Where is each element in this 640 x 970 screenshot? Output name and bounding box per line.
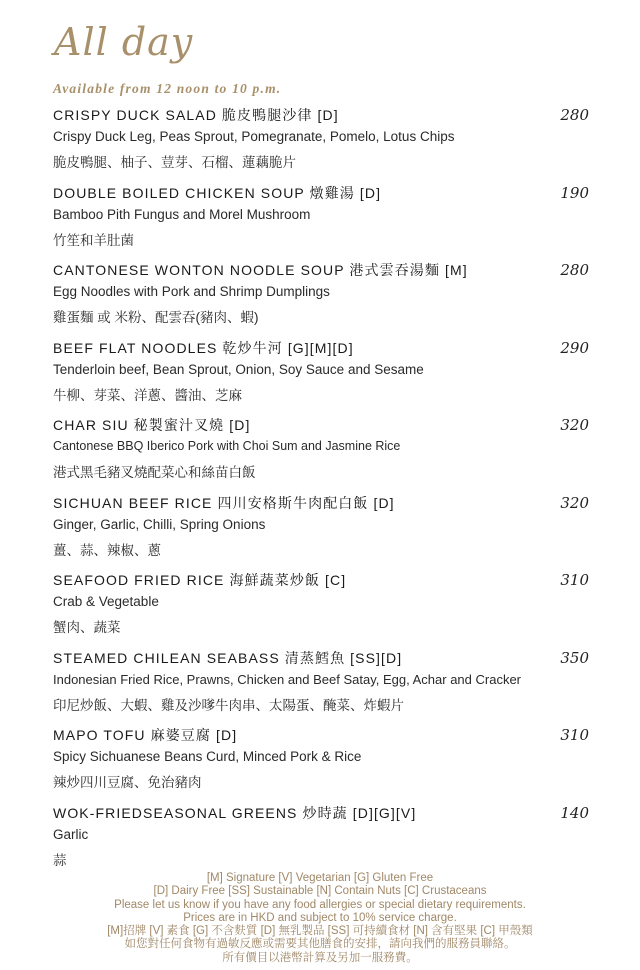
menu-title: All day [54,20,194,64]
item-description: Indonesian Fried Rice, Prawns, Chicken and Beef Satay, Egg, Achar and Cracker [53,671,522,687]
item-name: BEEF FLAT NOODLES 乾炒牛河 [G][M][D] [53,339,354,356]
menu-item [53,260,593,338]
item-name: STEAMED CHILEAN SEABASS 清蒸鱈魚 [SS][D] [53,649,403,666]
item-description-chinese: 薑、蒜、辣椒、蔥 [53,542,161,558]
item-name: DOUBLE BOILED CHICKEN SOUP 燉雞湯 [D] [53,184,382,201]
item-description-chinese: 辣炒四川豆腐、免治豬肉 [53,775,202,790]
item-description-chinese: 印尼炒飯、大蝦、雞及沙嗲牛肉串、太陽蛋、醃菜、炸蝦片 [53,697,404,713]
legend-line-chinese: [M]招牌 [V] 素食 [G] 不含麩質 [D] 無乳製品 [SS] 可持續食材 [N] 含有堅果 [C] 甲殼類 [107,925,533,938]
item-description-chinese: 脆皮鴨腿、柚子、荳芽、石榴、蓮藕脆片 [53,155,296,170]
item-name: SICHUAN BEEF RICE 四川安格斯牛肉配白飯 [D] [53,494,395,511]
item-price: 320 [560,416,589,434]
menu-item [53,570,593,648]
menu-item [53,183,593,261]
item-price: 350 [560,648,589,667]
legend-line: [M] Signature [V] Vegetarian [G] Gluten Free [206,872,434,884]
item-description-chinese: 雞蛋麵 或 米粉、配雲吞(豬肉、蝦) [53,310,259,325]
item-description-chinese: 蟹肉、蔬菜 [53,620,121,635]
item-description: Spicy Sichuanese Beans Curd, Minced Pork & Rice [53,749,362,764]
item-price: 310 [560,571,589,589]
menu-item [53,415,593,493]
item-description-chinese: 港式黑毛豬叉燒配菜心和絲苗白飯 [53,465,256,480]
item-description: Cantonese BBQ Iberico Pork with Choi Sum and Jasmine Rice [53,439,401,453]
menu-item [53,803,593,881]
availability-subtitle: Available from 12 noon to 10 p.m. [53,81,282,96]
item-name: CHAR SIU 秘製蜜汁叉燒 [D] [53,417,251,433]
item-name: MAPO TOFU 麻婆豆腐 [D] [53,727,238,743]
item-description: Egg Noodles with Pork and Shrimp Dumplings [53,284,330,299]
item-name: CANTONESE WONTON NOODLE SOUP 港式雲吞湯麵 [M] [53,262,468,278]
price-note-chinese: 所有價目以港幣計算及另加一服務費。 [222,951,418,964]
menu-item [53,493,593,571]
allergy-note: Please let us know if you have any food allergies or special dietary requirements. [114,898,526,911]
item-description: Crispy Duck Leg, Peas Sprout, Pomegranate, Pomelo, Lotus Chips [53,129,455,144]
item-description-chinese: 蒜 [53,852,67,868]
menu-item [53,725,593,803]
item-description: Garlic [53,826,89,842]
item-price: 310 [560,726,589,744]
menu-items [53,105,593,880]
item-description: Bamboo Pith Fungus and Morel Mushroom [53,206,311,222]
item-price: 280 [560,106,589,124]
item-description: Crab & Vegetable [53,594,159,609]
item-name: CRISPY DUCK SALAD 脆皮鴨腿沙律 [D] [53,107,339,123]
item-price: 190 [560,183,589,202]
item-description: Ginger, Garlic, Chilli, Spring Onions [53,516,266,532]
item-description-chinese: 牛柳、芽菜、洋蔥、醬油、芝麻 [53,387,242,403]
menu-item [53,648,593,726]
item-description: Tenderloin beef, Bean Sprout, Onion, Soy Sauce and Sesame [53,361,424,377]
item-price: 280 [560,261,589,279]
allergy-note-chinese: 如您對任何食物有過敏反應或需要其他膳食的安排，請向我們的服務員聯絡。 [124,938,516,951]
price-note: Prices are in HKD and subject to 10% service charge. [183,911,457,924]
item-name: WOK-FRIEDSEASONAL GREENS 炒時蔬 [D][G][V] [53,804,417,821]
menu-item [53,338,593,416]
item-price: 320 [560,493,589,512]
legend-line: [D] Dairy Free [SS] Sustainable [N] Contain Nuts [C] Crustaceans [153,885,487,898]
item-name: SEAFOOD FRIED RICE 海鮮蔬菜炒飯 [C] [53,572,347,588]
item-price: 290 [560,338,589,357]
menu-footer-notes [0,872,640,965]
item-price: 140 [560,803,589,822]
menu-item [53,105,593,183]
item-description-chinese: 竹笙和羊肚菌 [53,232,134,248]
